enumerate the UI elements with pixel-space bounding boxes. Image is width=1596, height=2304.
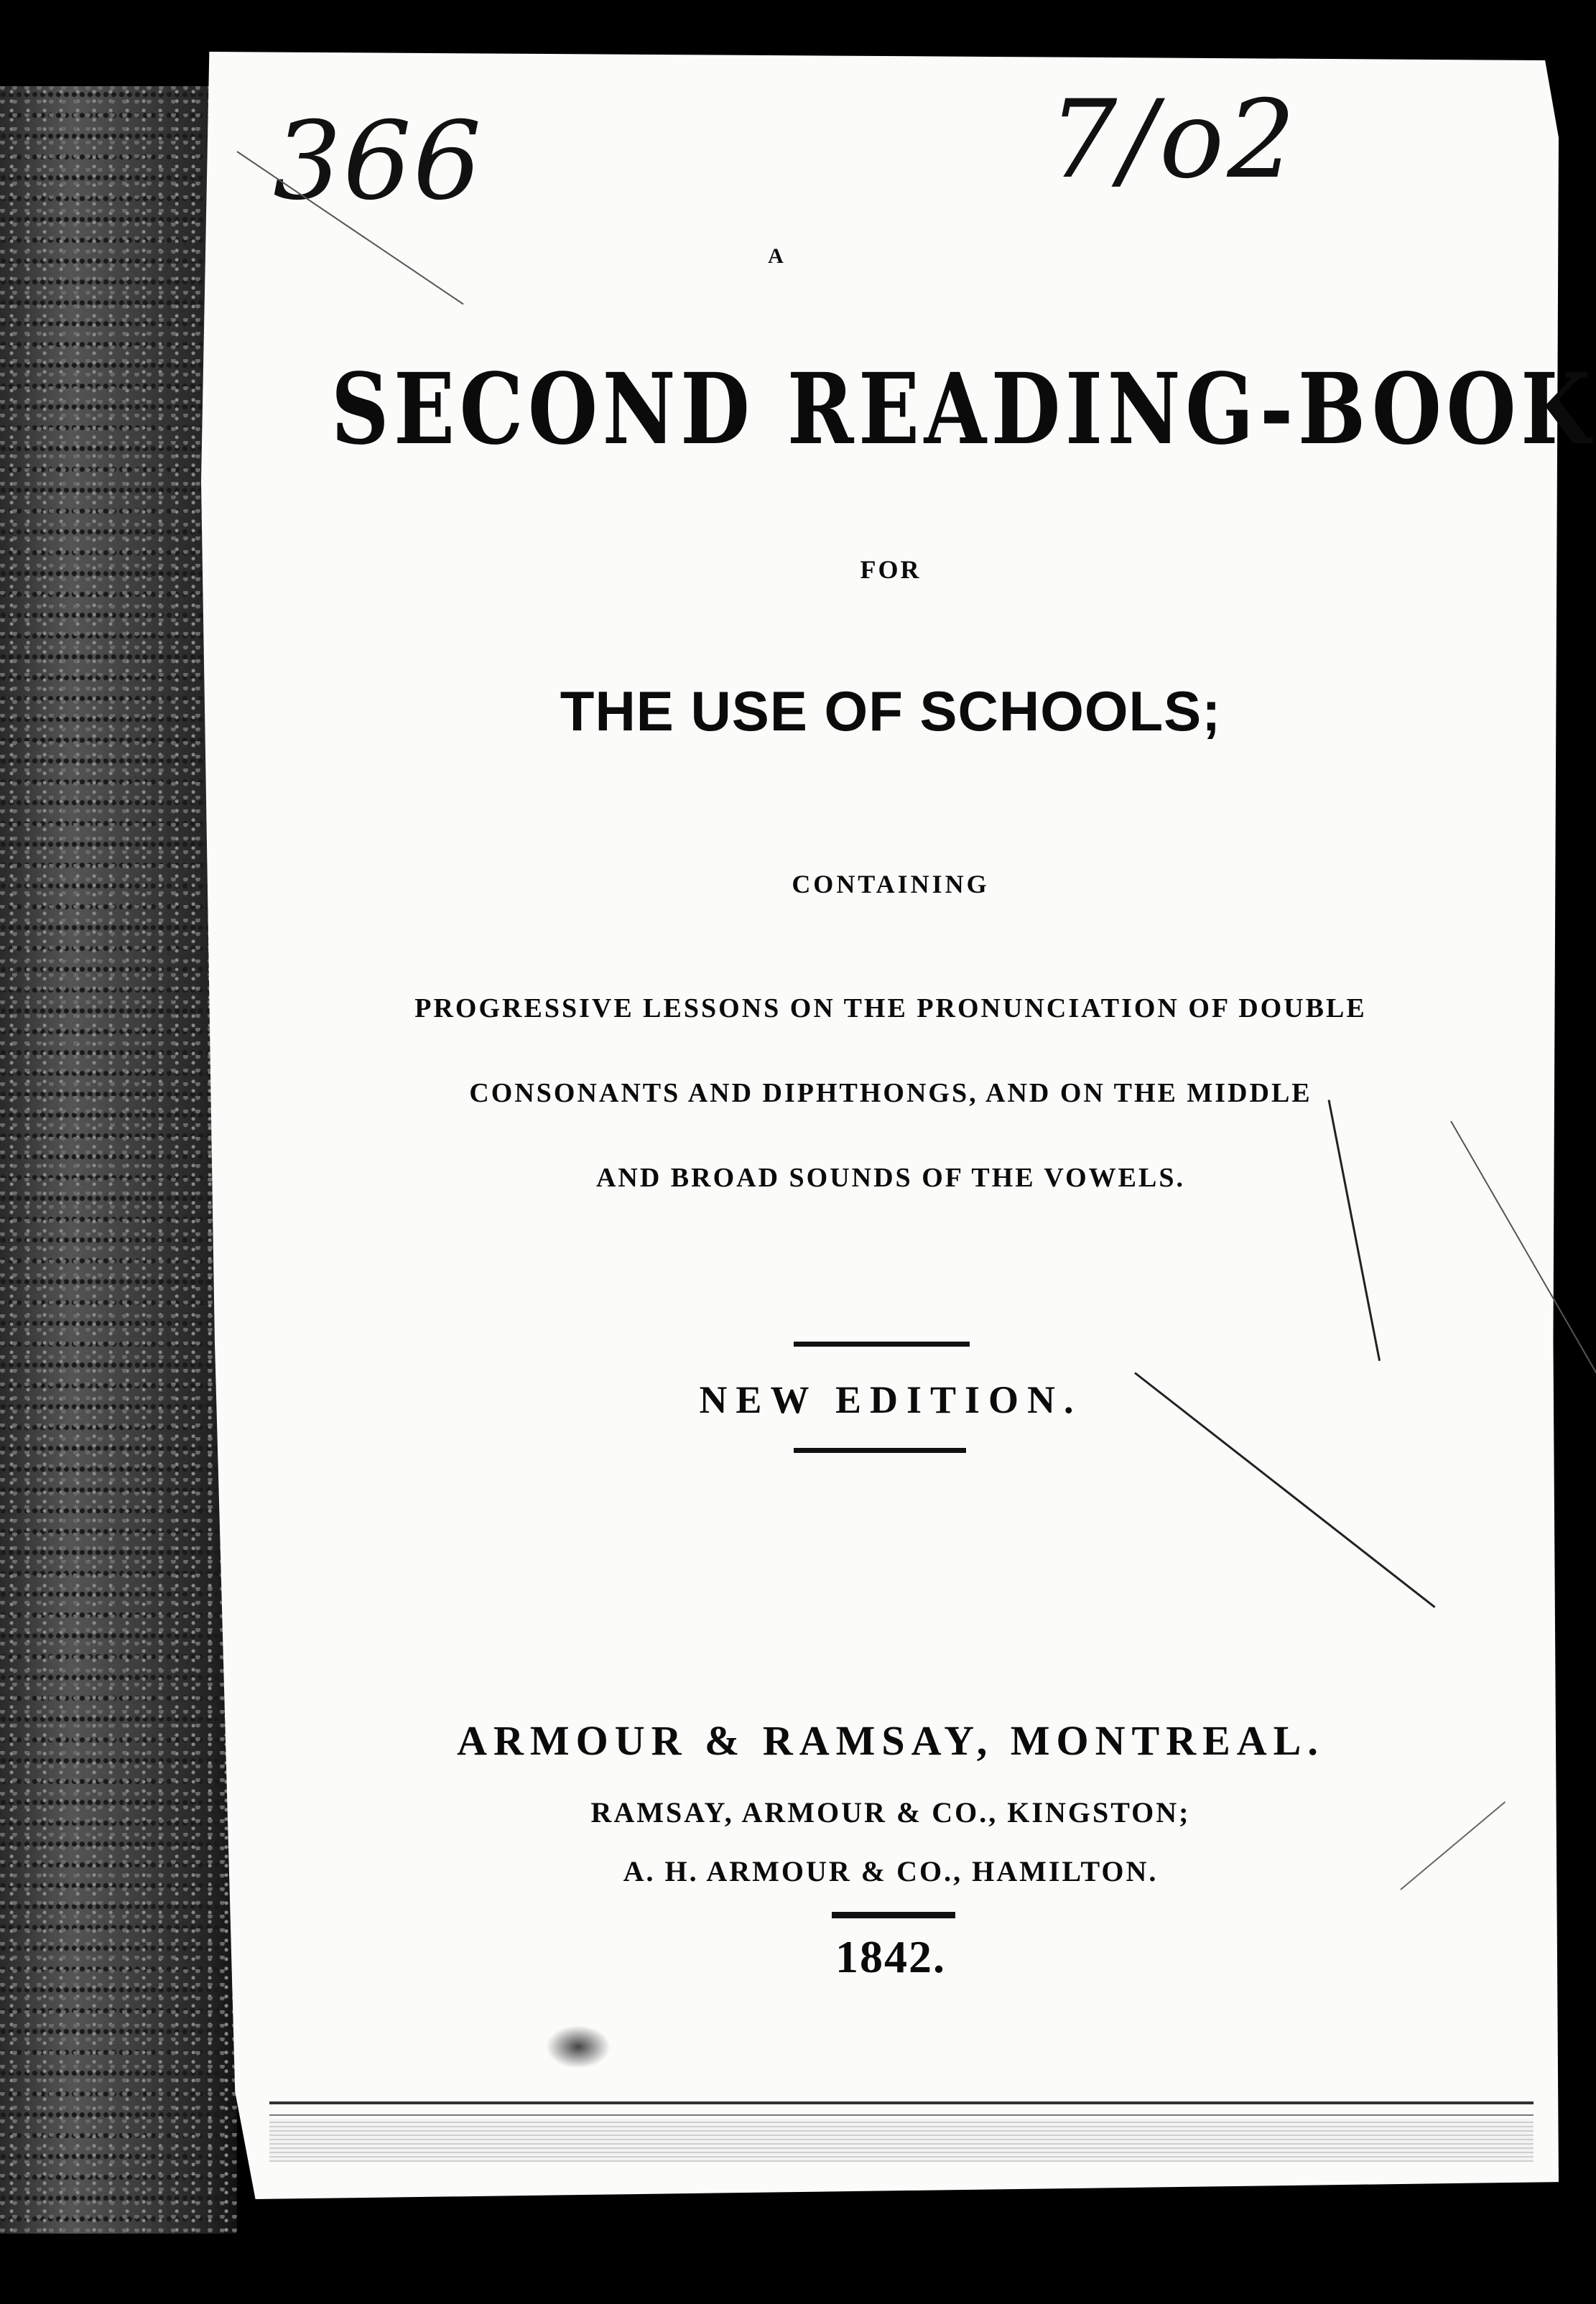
description-line-2: CONSONANTS AND DIPHTHONGS, AND ON THE MIDDLE <box>469 1078 1312 1108</box>
book-title: SECOND READING-BOOK <box>331 352 1595 467</box>
ink-smudge <box>546 2025 611 2068</box>
publisher-line-3: A. H. ARMOUR & CO., HAMILTON. <box>623 1855 1159 1887</box>
description-line-3: AND BROAD SOUNDS OF THE VOWELS. <box>595 1163 1185 1193</box>
year-rule <box>832 1912 955 1918</box>
book-spine <box>0 86 237 2234</box>
handwritten-number: 7/o2 <box>1049 78 1299 203</box>
publisher-line-1: ARMOUR & RAMSAY, MONTREAL. <box>457 1717 1324 1764</box>
page-bottom-rule <box>269 2101 1534 2104</box>
edition-label: NEW EDITION. <box>699 1378 1082 1421</box>
handwritten-shelf-mark: 366 <box>273 99 483 224</box>
book-subtitle: THE USE OF SCHOOLS; <box>560 679 1222 743</box>
edition-rule-top <box>794 1342 970 1347</box>
publisher-line-2: RAMSAY, ARMOUR & CO., KINGSTON; <box>590 1796 1191 1829</box>
title-containing: CONTAINING <box>792 870 990 898</box>
description-line-1: PROGRESSIVE LESSONS ON THE PRONUNCIATION OF DOUBLE <box>414 993 1367 1023</box>
title-article: A <box>768 244 784 268</box>
publication-year: 1842. <box>835 1931 946 1982</box>
page-bottom-rule-thin <box>269 2114 1534 2116</box>
title-for: FOR <box>860 555 922 584</box>
page-bottom-edge <box>269 2119 1534 2162</box>
edition-rule-bottom <box>794 1448 966 1453</box>
